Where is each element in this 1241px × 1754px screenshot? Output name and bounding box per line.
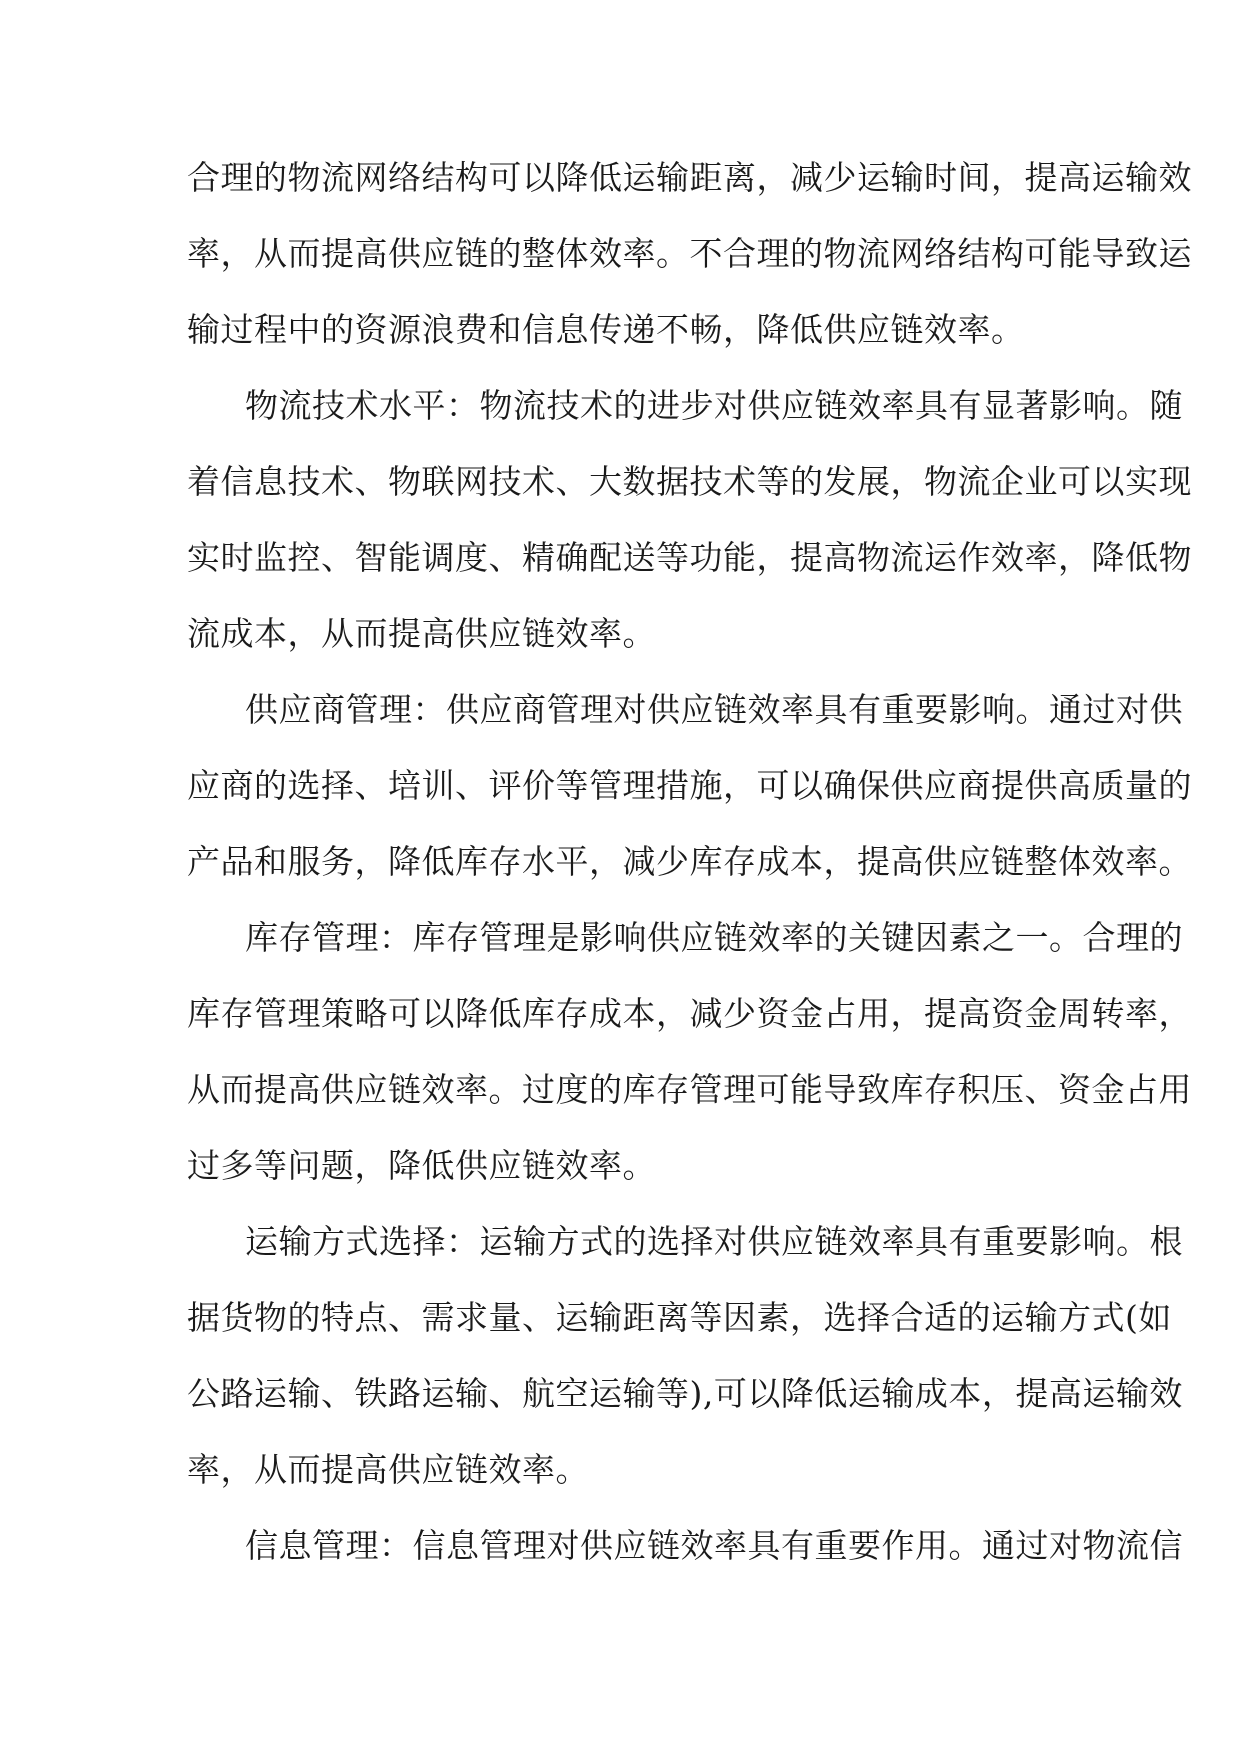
body-text xyxy=(187,140,1192,1584)
text-line: 从而提高供应链效率。过度的库存管理可能导致库存积压、资金占用 xyxy=(187,1070,1192,1109)
paragraph-transport-mode xyxy=(187,1204,1183,1508)
text-line: 物流技术水平：物流技术的进步对供应链效率具有显著影响。随 xyxy=(245,386,1183,425)
text-line: 据货物的特点、需求量、运输距离等因素，选择合适的运输方式(如 xyxy=(187,1298,1172,1337)
paragraph-logistics-technology xyxy=(187,368,1192,672)
text-line: 库存管理策略可以降低库存成本，减少资金占用，提高资金周转率， xyxy=(187,994,1192,1033)
text-line: 流成本，从而提高供应链效率。 xyxy=(187,614,656,653)
text-line: 合理的物流网络结构可以降低运输距离，减少运输时间，提高运输效 xyxy=(187,158,1192,197)
text-line: 率，从而提高供应链效率。 xyxy=(187,1450,589,1489)
text-line: 库存管理：库存管理是影响供应链效率的关键因素之一。合理的 xyxy=(245,918,1183,957)
text-line: 产品和服务，降低库存水平，减少库存成本，提高供应链整体效率。 xyxy=(187,842,1192,881)
text-line: 着信息技术、物联网技术、大数据技术等的发展，物流企业可以实现 xyxy=(187,462,1192,501)
text-line: 实时监控、智能调度、精确配送等功能，提高物流运作效率，降低物 xyxy=(187,538,1192,577)
paragraph-inventory-management xyxy=(187,900,1192,1204)
text-line: 输过程中的资源浪费和信息传递不畅，降低供应链效率。 xyxy=(187,310,1025,349)
text-line: 应商的选择、培训、评价等管理措施，可以确保供应商提供高质量的 xyxy=(187,766,1192,805)
text-line: 公路运输、铁路运输、航空运输等),可以降低运输成本，提高运输效 xyxy=(187,1374,1183,1413)
paragraph-supplier-management xyxy=(187,672,1192,900)
text-line: 供应商管理：供应商管理对供应链效率具有重要影响。通过对供 xyxy=(245,690,1183,729)
text-line: 率，从而提高供应链的整体效率。不合理的物流网络结构可能导致运 xyxy=(187,234,1192,273)
paragraph-information-management xyxy=(187,1508,1183,1584)
text-line: 运输方式选择：运输方式的选择对供应链效率具有重要影响。根 xyxy=(245,1222,1183,1261)
text-line: 信息管理：信息管理对供应链效率具有重要作用。通过对物流信 xyxy=(245,1526,1183,1565)
paragraph-logistics-network xyxy=(187,140,1192,368)
text-line: 过多等问题，降低供应链效率。 xyxy=(187,1146,656,1185)
